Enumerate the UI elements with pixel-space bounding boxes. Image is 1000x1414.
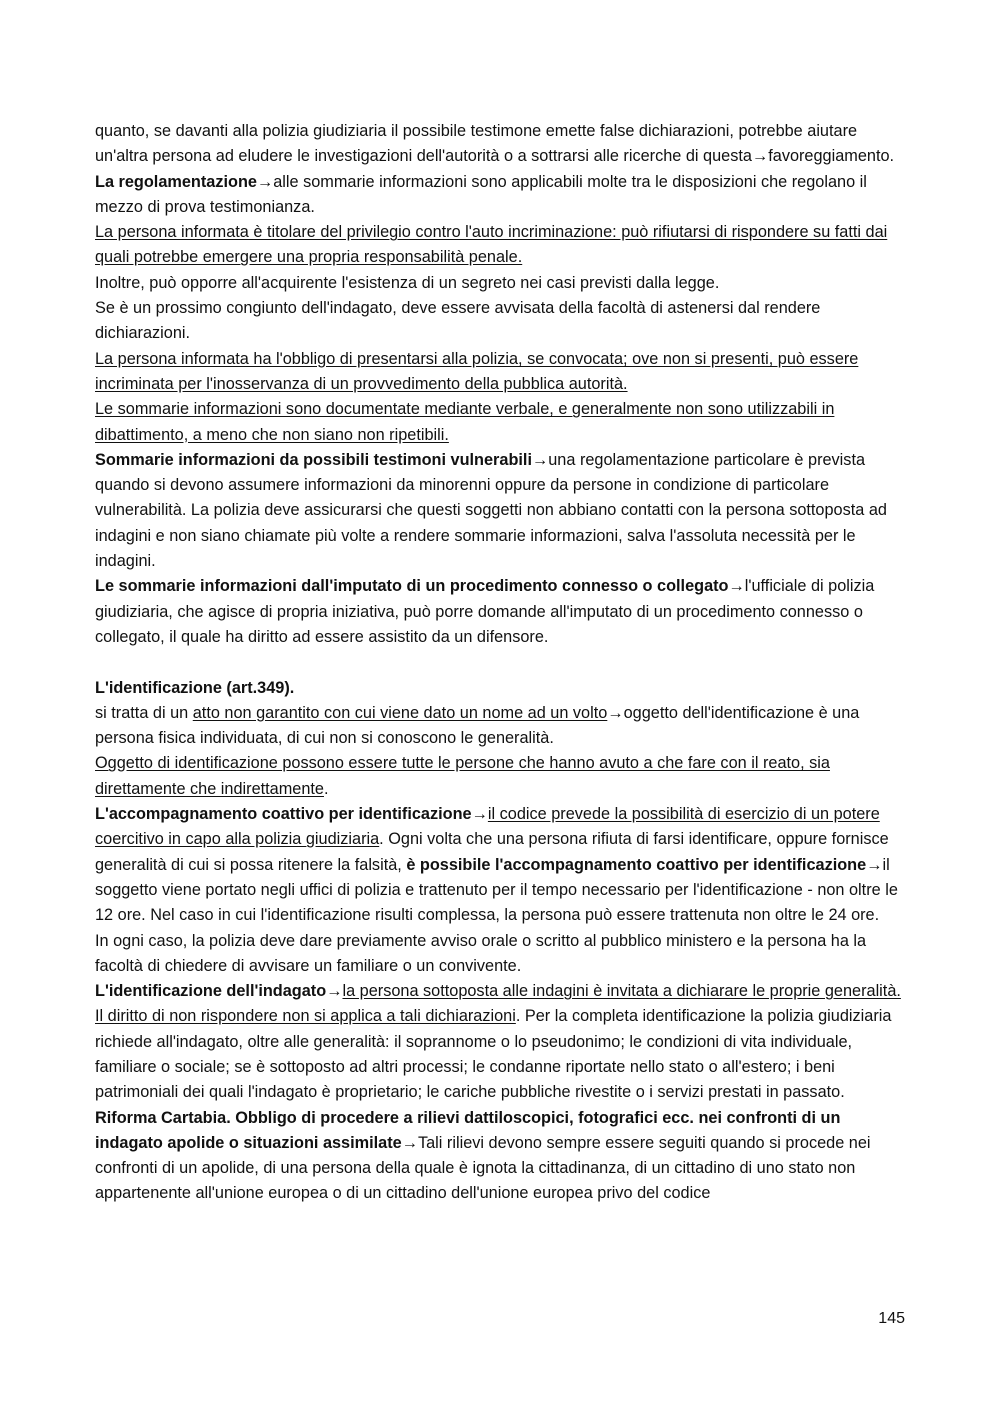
paragraph-text: oggetto dell'identificazione è una persona fisica individuata, di cui non si conoscono le generalità. (95, 703, 860, 748)
underlined-text: La persona informata è titolare del privilegio contro l'auto incriminazione: può rifiutarsi di rispondere su fatti dai quali potrebbe emergere una propria responsabilità penale. (95, 223, 888, 267)
arrow-icon: → (531, 450, 549, 469)
paragraph-text: una regolamentazione particolare è prevista quando si devono assumere informazioni da minorenni oppure da persone in condizione di particolare vulnerabilità. La polizia deve assicurarsi che questi soggetti non abbiano contatti con la persona sottoposta ad indagini e non siano chiamate più volte a rendere sommarie informazioni, salva l'assoluta necessità per le indagini. (95, 450, 887, 571)
underlined-text: atto non garantito con cui viene dato un nome ad un volto (192, 703, 608, 722)
paragraph-verbale (95, 397, 907, 448)
paragraph-text: quanto, se davanti alla polizia giudiziaria il possibile testimone emette false dichiarazioni, potrebbe aiutare un'altra persona ad eludere le investigazioni dell'autorità o a sottrarsi alle ricerche di questa (95, 122, 858, 166)
paragraph-text: . Per la completa identificazione la polizia giudiziaria richiede all'indagato, oltre alle generalità: il soprannome o lo pseudonimo; le condizioni di vita individuale, familiare o sociale; se è sottoposto ad altri processi; le condanne riportate nello stato o all'estero; i beni patrimoniali dei quali l'indagato è proprietario; le cariche pubbliche rivestite o i servizi prestati in passato. (95, 1007, 892, 1102)
arrow-icon: → (866, 855, 883, 874)
paragraph-text: l'ufficiale di polizia giudiziaria, che agisce di propria iniziativa, può porre domande all'imputato di un procedimento connesso o collegato, il quale ha diritto ad essere assistito da un difensore. (95, 577, 875, 646)
paragraph-text: Inoltre, può opporre all'acquirente l'esistenza di un segreto nei casi previsti dalla legge. (95, 273, 720, 292)
paragraph-testimoni-vulnerabili (95, 448, 907, 574)
paragraph-oggetto-identificazione (95, 751, 907, 802)
paragraph-riforma-cartabia (95, 1106, 907, 1207)
paragraph-identificazione-intro (95, 701, 907, 752)
paragraph-text: Se è un prossimo congiunto dell'indagato, deve essere avvisata della facoltà di astenersi dal rendere dichiarazioni. (95, 299, 821, 343)
bold-lead: Riforma Cartabia. Obbligo di procedere a rilievi dattiloscopici, fotografici ecc. nei confronti di un indagato apolide o situazioni assimilate (95, 1108, 841, 1152)
page-number: 145 (878, 1310, 905, 1327)
underlined-text: La persona informata ha l'obbligo di presentarsi alla polizia, se convocata; ove non si presenti, può essere incriminata per l'inosservanza di un provvedimento della pubblica autorità. (95, 349, 859, 393)
paragraph-text: alle sommarie informazioni sono applicabili molte tra le disposizioni che regolano il mezzo di prova testimonianza. (95, 172, 867, 216)
bold-lead: L'accompagnamento coattivo per identificazione (95, 805, 472, 824)
document-body (95, 119, 907, 1207)
paragraph-text: . Ogni volta che una persona rifiuta di farsi identificare, oppure fornisce generalità di cui si possa ritenere la falsità, (95, 830, 889, 874)
paragraph-obbligo-presentarsi (95, 347, 907, 398)
underlined-text: Le sommarie informazioni sono documentate mediante verbale, e generalmente non sono utilizzabili in dibattimento, a meno che non siano non ripetibili. (95, 400, 835, 444)
bold-text: è possibile l'accompagnamento coattivo per identificazione (406, 855, 867, 874)
paragraph-congiunto (95, 296, 907, 347)
bold-lead: La regolamentazione (95, 172, 257, 191)
paragraph-avviso (95, 929, 907, 980)
arrow-icon: → (471, 805, 488, 824)
paragraph-text: . (323, 779, 329, 798)
arrow-icon: → (401, 1133, 418, 1152)
underlined-text: Oggetto di identificazione possono essere tutte le persone che hanno avuto a che fare con il reato, sia direttamente che indirettamente (95, 754, 830, 798)
paragraph-text: si tratta di un (95, 703, 193, 722)
paragraph-text: favoreggiamento. (768, 147, 895, 166)
paragraph-privilegio (95, 220, 907, 271)
bold-lead: Le sommarie informazioni dall'imputato di un procedimento connesso o collegato (95, 577, 729, 596)
paragraph-favoreggiamento (95, 119, 907, 170)
paragraph-text: In ogni caso, la polizia deve dare previamente avviso orale o scritto al pubblico ministero e la persona ha la facoltà di chiedere di avvisare un familiare o un convivente. (95, 931, 867, 975)
paragraph-regolamentazione (95, 170, 907, 221)
arrow-icon: → (728, 577, 745, 596)
paragraph-identificazione-indagato (95, 979, 907, 1105)
paragraph-procedimento-connesso (95, 574, 907, 650)
arrow-icon: → (607, 703, 624, 722)
paragraph-text: il soggetto viene portato negli uffici di polizia e trattenuto per il tempo necessario per l'identificazione - non oltre le 12 ore. Nel caso in cui l'identificazione risulti complessa, la persona può essere trattenuta non oltre le 24 ore. (95, 855, 898, 925)
bold-lead: L'identificazione dell'indagato (95, 982, 327, 1001)
paragraph-text: Tali rilievi devono sempre essere seguiti quando si procede nei confronti di un apolide, di una persona della quale è ignota la cittadinanza, di un cittadino di uno stato non appartenente all'unione europea o di un cittadino dell'unione europea privo del codice (95, 1133, 871, 1203)
arrow-icon: → (751, 147, 769, 166)
paragraph-segreto (95, 271, 907, 296)
paragraph-accompagnamento (95, 802, 907, 928)
blank-line (95, 650, 907, 675)
bold-lead: Sommarie informazioni da possibili testimoni vulnerabili (95, 450, 532, 469)
section-heading: L'identificazione (art.349). (95, 678, 295, 697)
arrow-icon: → (256, 172, 274, 191)
underlined-text: la persona sottoposta alle indagini è invitata a dichiarare le proprie generalità. Il diritto di non rispondere non si applica a tali dichiarazioni (95, 982, 901, 1026)
arrow-icon: → (326, 982, 343, 1001)
underlined-text: il codice prevede la possibilità di esercizio di un potere coercitivo in capo alla polizia giudiziaria (95, 805, 880, 849)
